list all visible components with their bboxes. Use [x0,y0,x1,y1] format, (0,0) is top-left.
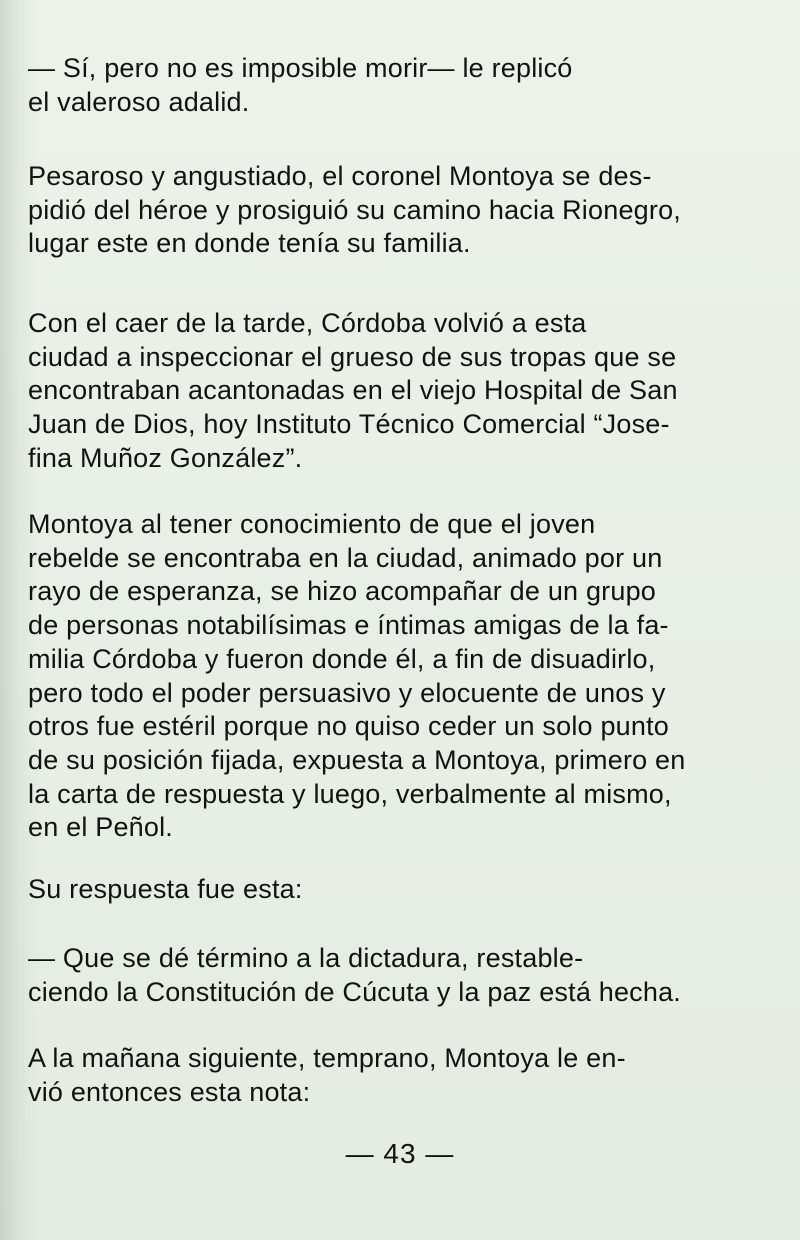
paragraph-3: Con el caer de la tarde, Córdoba volvió a esta ciudad a inspeccionar el grueso de sus tropas que se encontraban acantonadas en el viejo Hospital de San Juan de Dios, hoy Instituto Técnico Comercial “Jose- fina Muñoz González”. [28,308,678,473]
paragraph-2: Pesaroso y angustiado, el coronel Montoya se des- pidió del héroe y prosiguió su camino hacia Rionegro, lugar este en donde tenía su familia. [28,161,681,259]
paragraph-4: Montoya al tener conocimiento de que el joven rebelde se encontraba en la ciudad, animado por un rayo de esperanza, se hizo acompañar de un grupo de personas notabilísimas e íntimas amigas de la fa- milia Córdoba y fueron donde él, a fin de disuadirlo, pero todo el poder persuasivo y elocuente de unos y otros fue estéril porque no quiso ceder un solo punto de su posición fijada, expuesta a Montoya, primero en la carta de respuesta y luego, verbalmente al mismo, en el Peñol. [28,509,686,843]
paragraph-1: — Sí, pero no es imposible morir— le replicó el valeroso adalid. [28,53,573,117]
paragraph-7: A la mañana siguiente, temprano, Montoya le en- vió entonces esta nota: [28,1043,626,1107]
paragraph-5: Su respuesta fue esta: [28,874,303,904]
paragraph-6: — Que se dé término a la dictadura, restable- ciendo la Constitución de Cúcuta y la paz está hecha. [28,943,681,1007]
page-number: — 43 — [345,1138,455,1169]
